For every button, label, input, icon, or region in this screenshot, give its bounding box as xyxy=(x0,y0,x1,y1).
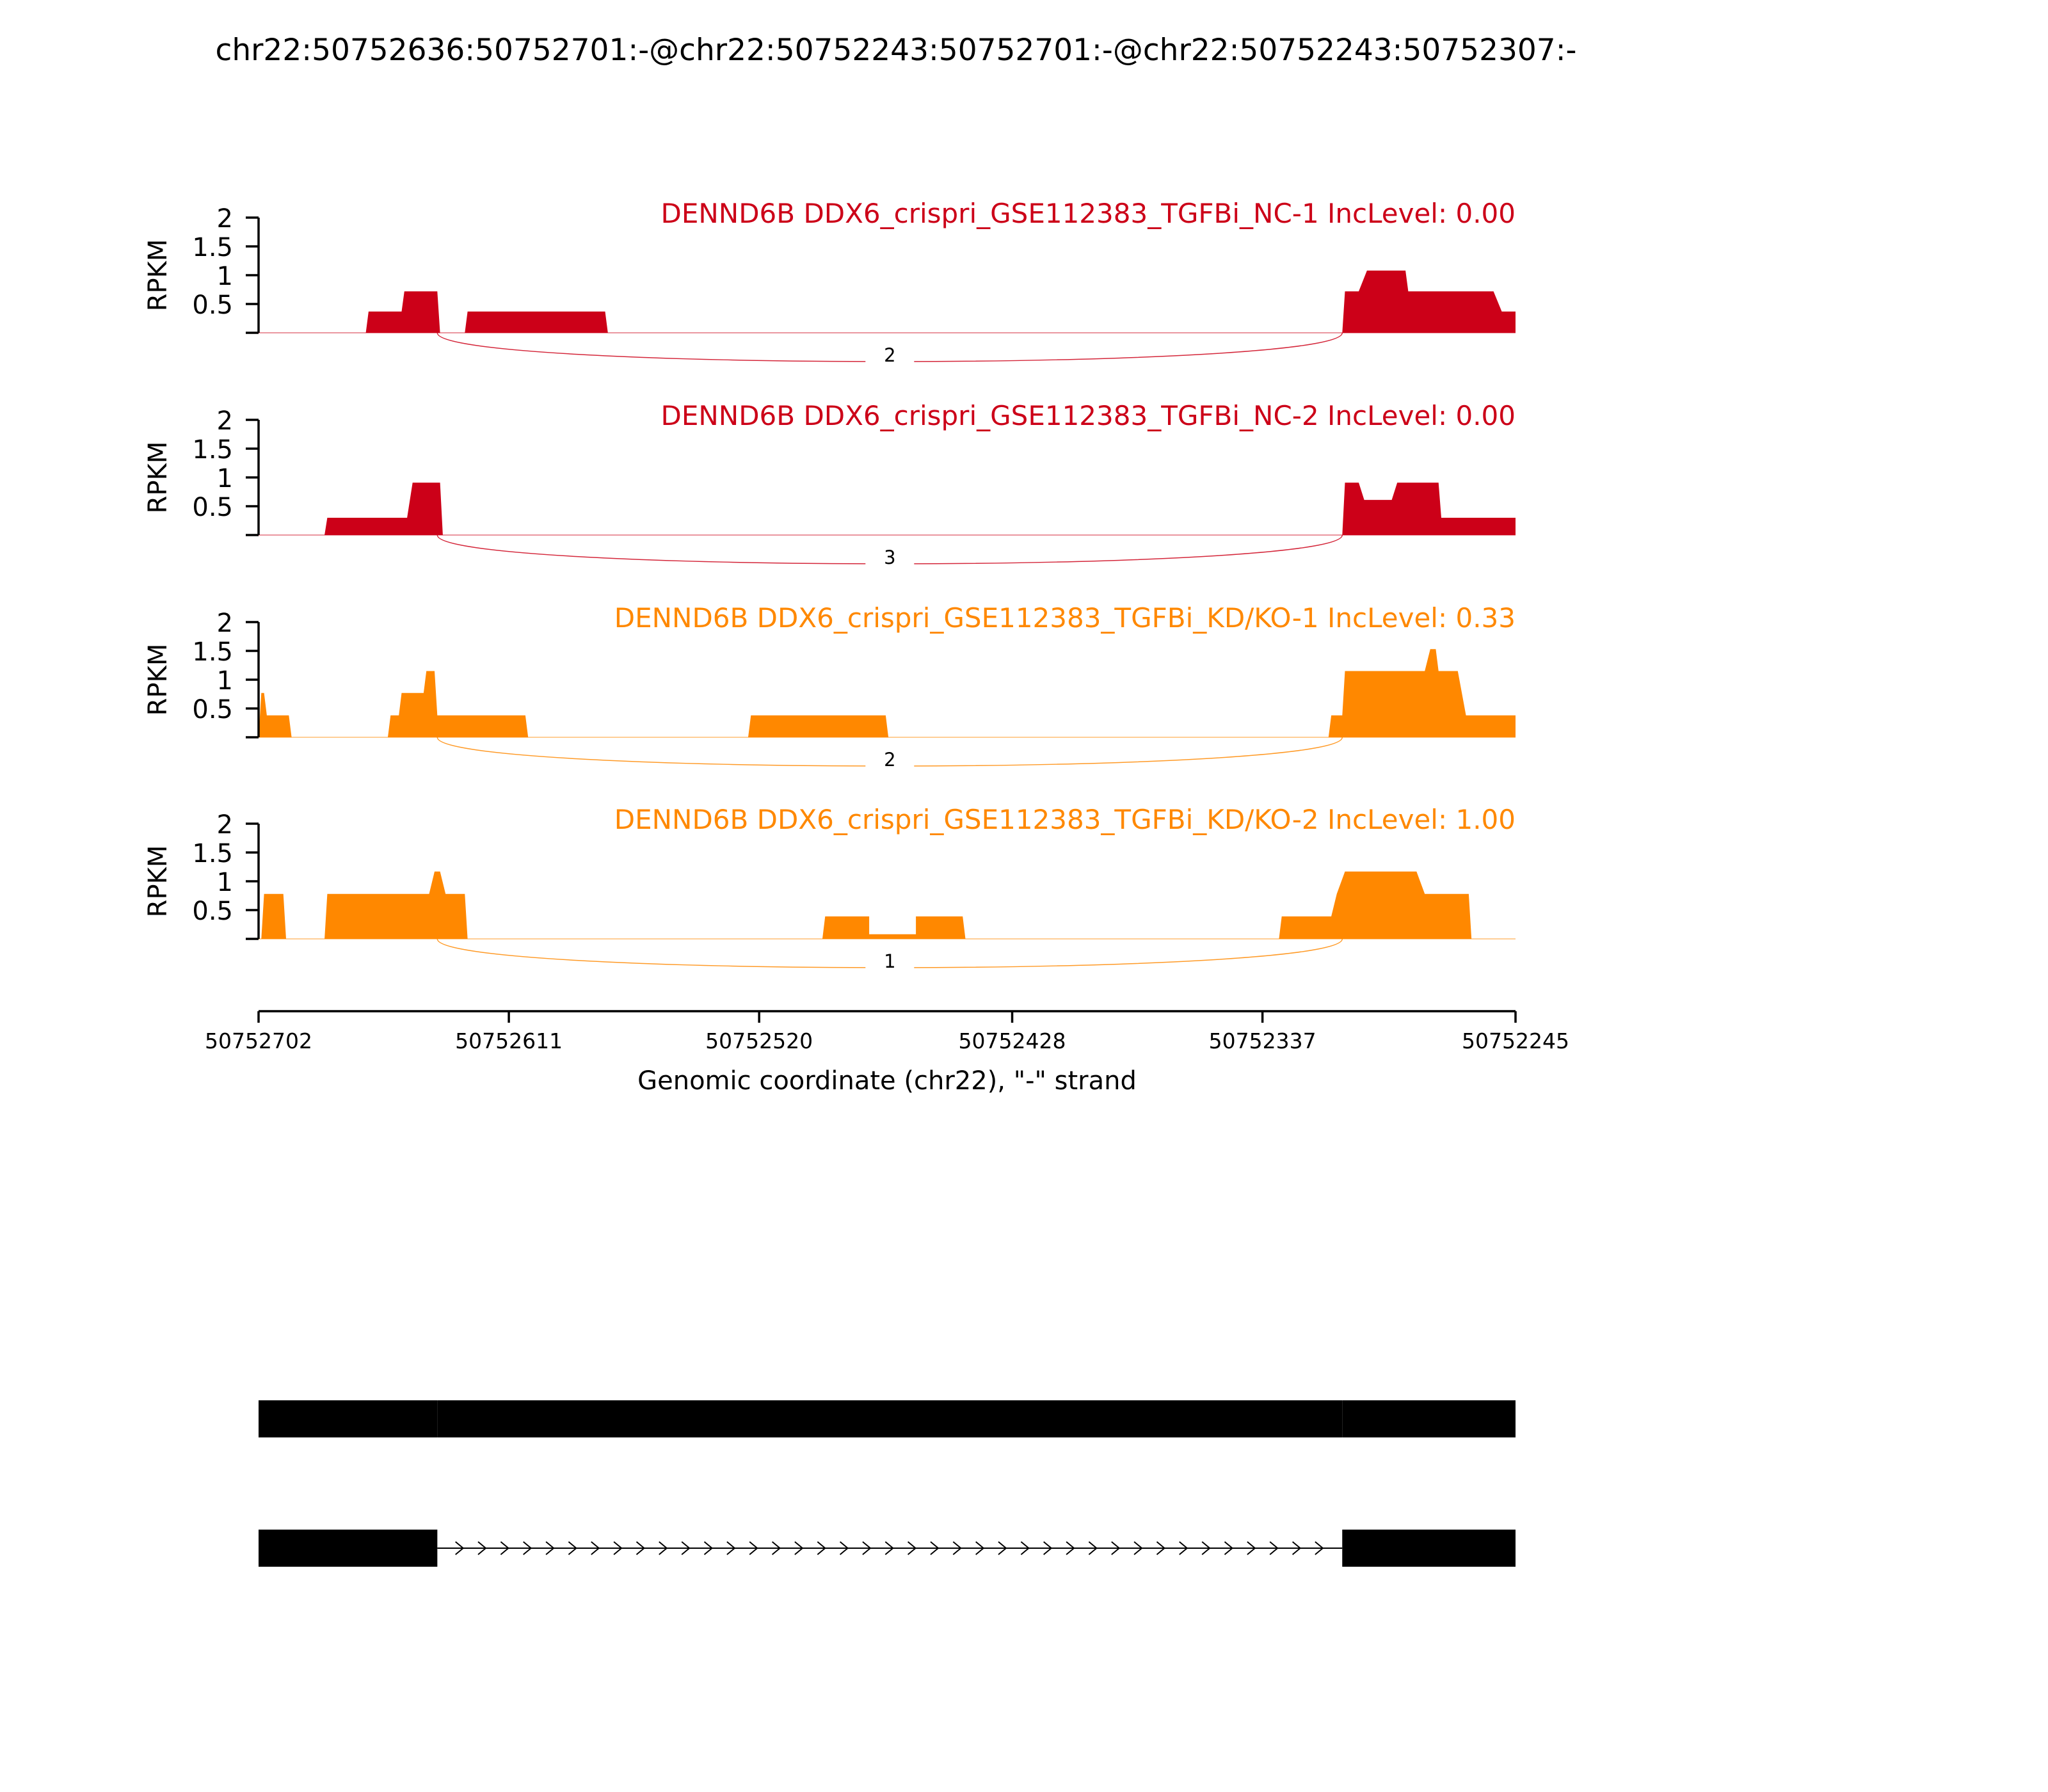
y-tick-label: 0.5 xyxy=(192,695,233,724)
track-title: DENND6B DDX6_crispri_GSE112383_TGFBi_NC-1 IncLevel: 0.00 xyxy=(660,198,1516,229)
y-axis-label: RPKM xyxy=(143,845,173,918)
track-title: DENND6B DDX6_crispri_GSE112383_TGFBi_KD/KO-2 IncLevel: 1.00 xyxy=(614,804,1516,835)
y-tick-label: 0.5 xyxy=(192,291,233,320)
y-tick-label: 1 xyxy=(216,262,233,291)
y-tick-label: 1 xyxy=(216,868,233,897)
track-title: DENND6B DDX6_crispri_GSE112383_TGFBi_KD/KO-1 IncLevel: 0.33 xyxy=(614,602,1516,634)
exon-block xyxy=(1342,1530,1516,1567)
x-tick-label: 50752428 xyxy=(958,1028,1066,1053)
y-tick-label: 0.5 xyxy=(192,897,233,926)
plot-title: chr22:50752636:50752701:-@chr22:50752243:50752701:-@chr22:50752243:50752307:- xyxy=(215,33,1577,68)
x-tick-label: 50752337 xyxy=(1208,1028,1316,1053)
exon-block xyxy=(259,1400,437,1437)
y-tick-label: 1.5 xyxy=(192,233,233,262)
y-tick-label: 1 xyxy=(216,666,233,696)
exon-block xyxy=(259,1530,437,1567)
track-title: DENND6B DDX6_crispri_GSE112383_TGFBi_NC-2 IncLevel: 0.00 xyxy=(660,400,1516,431)
x-tick-label: 50752245 xyxy=(1462,1028,1569,1053)
exon-block xyxy=(437,1400,1342,1437)
junction-count: 2 xyxy=(884,749,896,771)
y-tick-label: 2 xyxy=(216,810,233,840)
y-tick-label: 0.5 xyxy=(192,493,233,522)
junction-count: 1 xyxy=(884,950,896,972)
y-tick-label: 1 xyxy=(216,464,233,493)
y-tick-label: 1.5 xyxy=(192,839,233,868)
y-axis-label: RPKM xyxy=(143,239,173,312)
y-tick-label: 2 xyxy=(216,204,233,234)
exon-block xyxy=(1342,1400,1516,1437)
y-tick-label: 1.5 xyxy=(192,637,233,667)
junction-count: 3 xyxy=(884,547,896,568)
y-axis-label: RPKM xyxy=(143,643,173,716)
x-tick-label: 50752520 xyxy=(705,1028,813,1053)
x-tick-label: 50752702 xyxy=(205,1028,312,1053)
y-tick-label: 2 xyxy=(216,406,233,436)
y-axis-label: RPKM xyxy=(143,441,173,514)
y-tick-label: 2 xyxy=(216,609,233,638)
x-axis-label: Genomic coordinate (chr22), "-" strand xyxy=(637,1066,1137,1096)
x-tick-label: 50752611 xyxy=(455,1028,563,1053)
junction-count: 2 xyxy=(884,344,896,366)
y-tick-label: 1.5 xyxy=(192,435,233,465)
isoform-1 xyxy=(259,1400,1516,1437)
